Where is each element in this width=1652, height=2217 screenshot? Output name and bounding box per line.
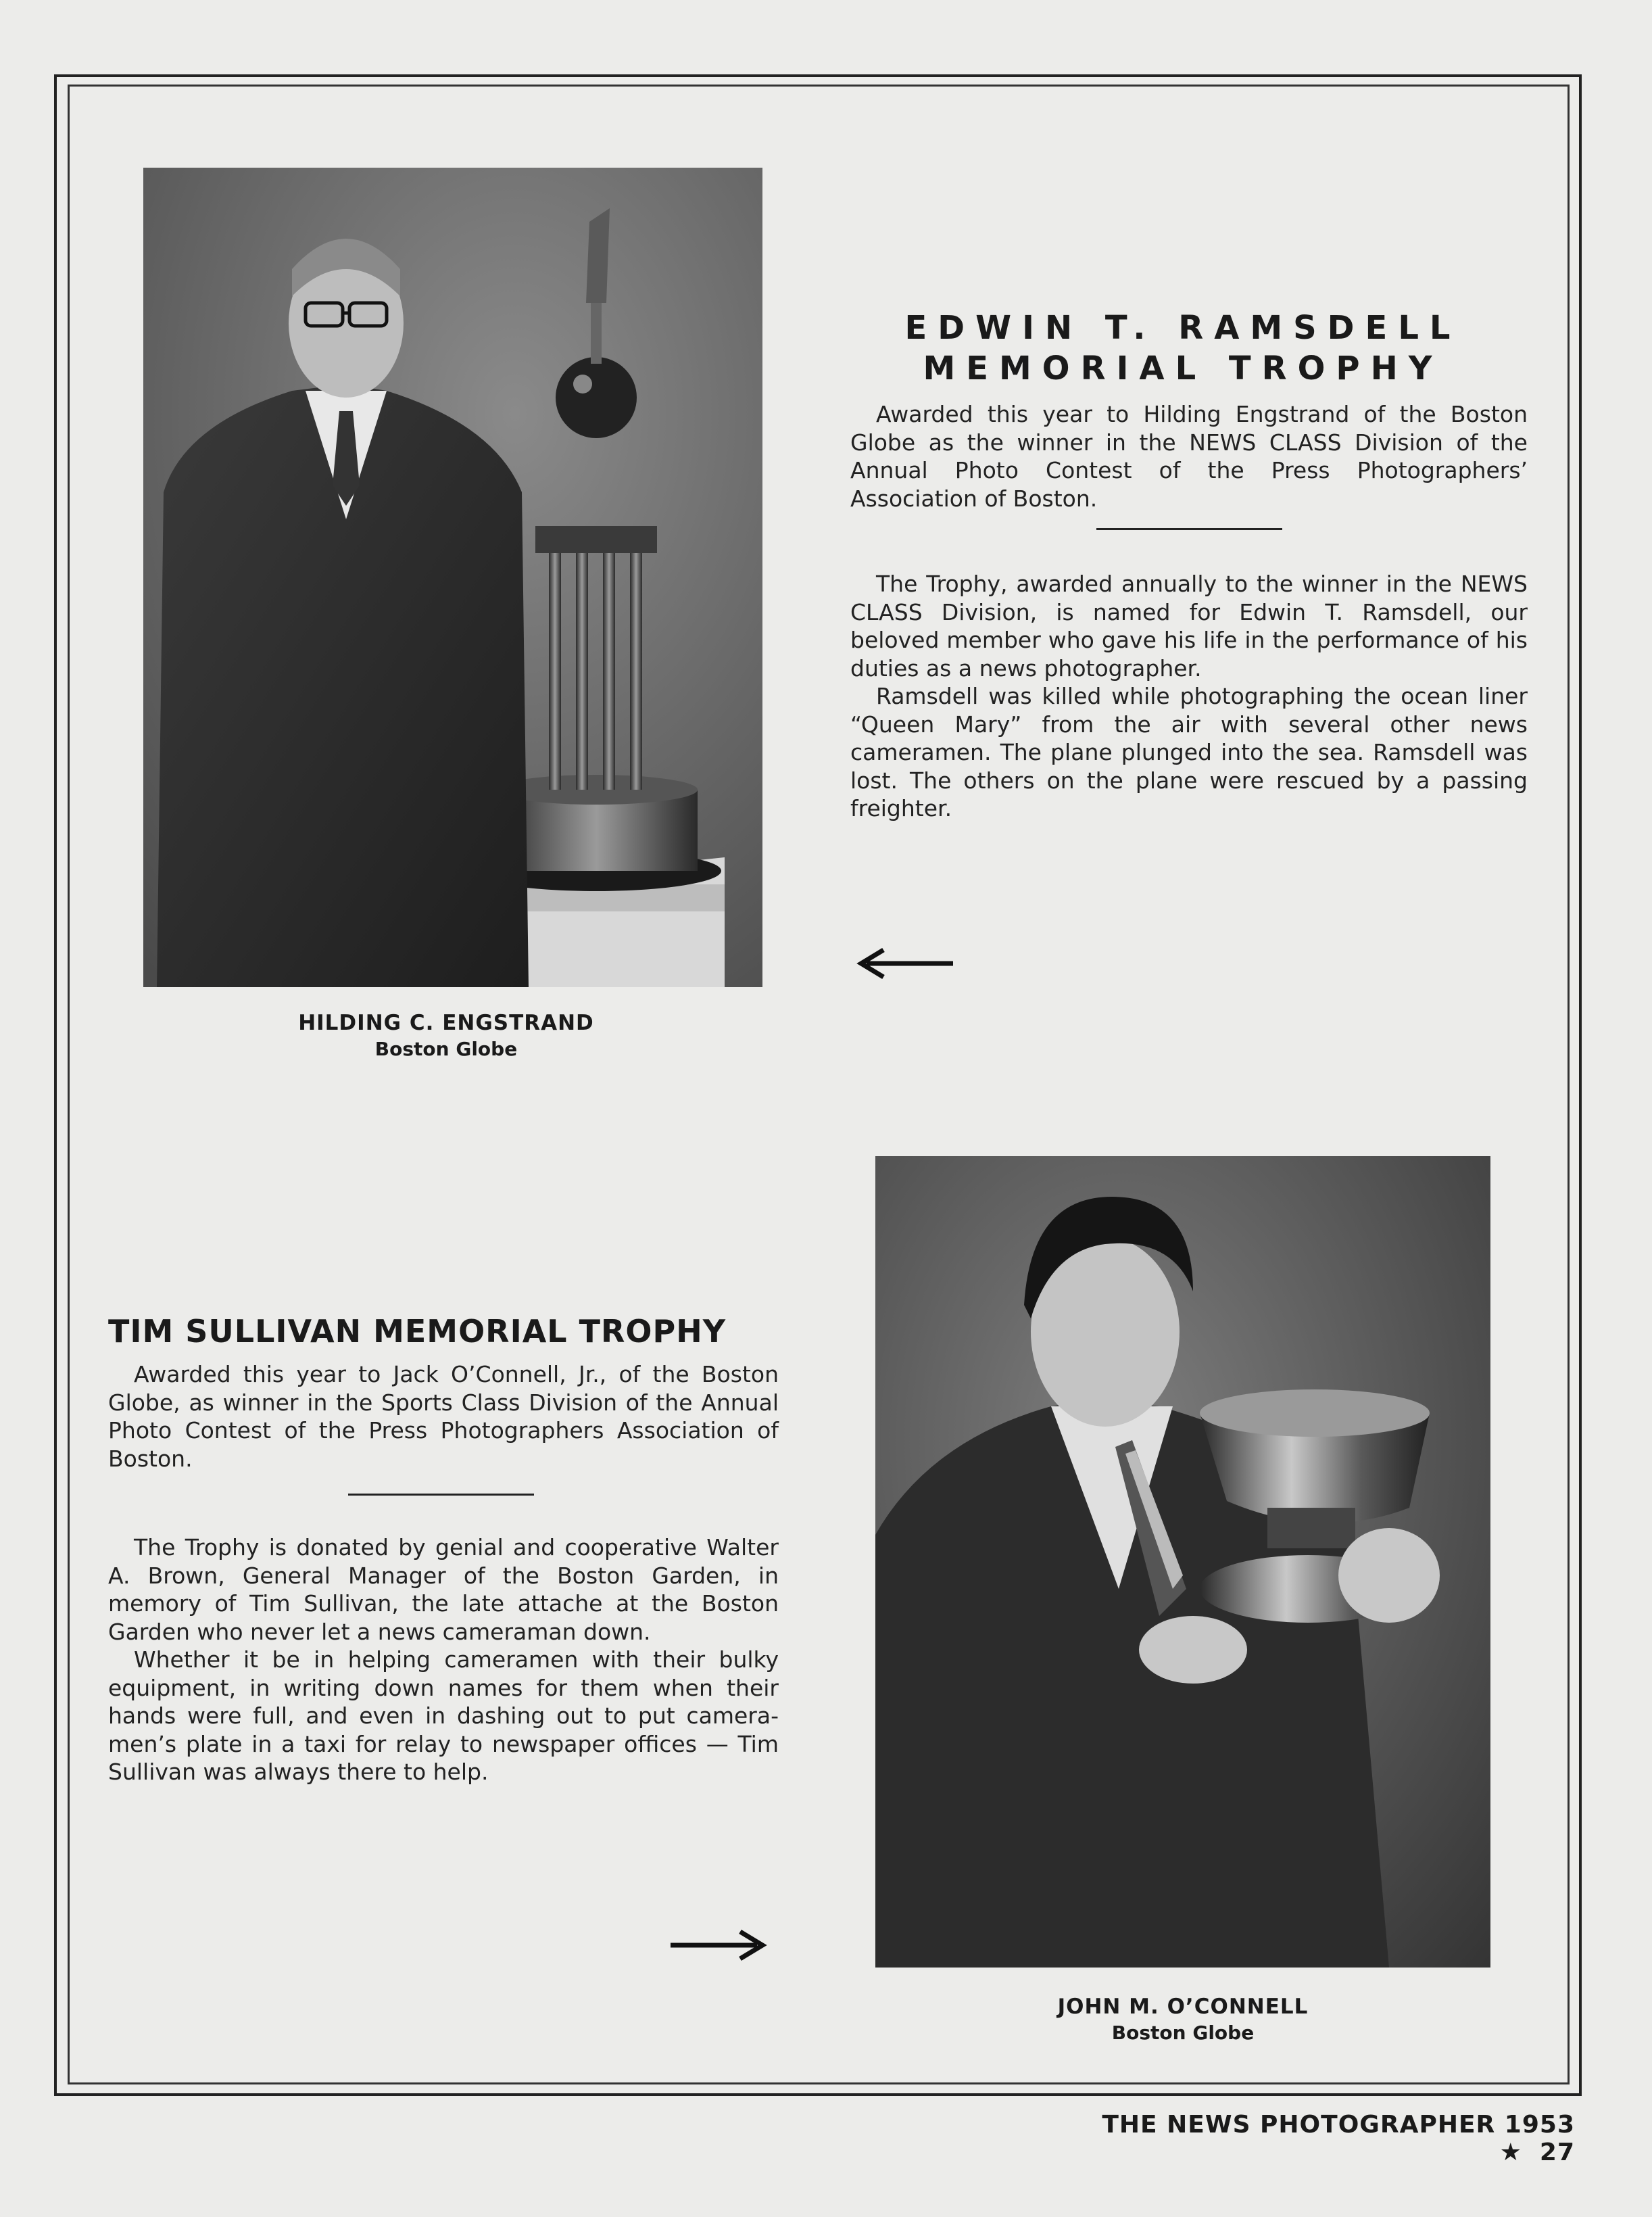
sullivan-intro-text: Awarded this year to Jack O’Connell, Jr., of the Boston Globe, as winner in the Sports Class Division of the Annual Photo Contest of the Press Photographers Association of Boston. <box>108 1361 779 1472</box>
star-icon: ★ <box>1499 2139 1522 2166</box>
ramsdell-body <box>850 570 1528 823</box>
ramsdell-intro-paragraph <box>850 400 1528 512</box>
sullivan-body <box>108 1533 779 1786</box>
oconnell-trophy-photo <box>875 1156 1490 1968</box>
ramsdell-divider <box>1096 528 1282 530</box>
sullivan-trophy-title: TIM SULLIVAN MEMORIAL TROPHY <box>108 1313 727 1350</box>
ramsdell-trophy-title <box>845 308 1521 389</box>
engstrand-name: HILDING C. ENGSTRAND <box>298 1011 594 1035</box>
engstrand-caption <box>264 1011 629 1060</box>
oconnell-name: JOHN M. O’CONNELL <box>1057 1995 1309 2019</box>
ramsdell-body-paragraph-2: Ramsdell was killed while photographing the ocean liner “Queen Mary” from the air with several other news cameramen. The plane plunged into the sea. Ramsdell was lost. The others on the plane were rescued by a passing freighter. <box>850 683 1528 821</box>
page-number: 27 <box>1539 2139 1575 2166</box>
engstrand-newspaper: Boston Globe <box>374 1038 518 1060</box>
ramsdell-body-paragraph-1: The Trophy, awarded annually to the winner in the NEWS CLASS Division, is named for Edwin T. Ramsdell, our beloved member who gave his life in the performance of his duties as a news photographer. <box>850 571 1528 682</box>
ramsdell-title-line2: MEMORIAL TROPHY <box>923 350 1443 387</box>
ramsdell-title-line1: EDWIN T. RAMSDELL <box>904 309 1461 347</box>
sullivan-intro-paragraph <box>108 1360 779 1473</box>
publication-title: THE NEWS PHOTOGRAPHER 1953 <box>1102 2111 1575 2139</box>
oconnell-newspaper: Boston Globe <box>1111 2022 1255 2044</box>
sullivan-body-paragraph-1: The Trophy is donated by genial and cooperative Walter A. Brown, General Manager of the Boston Garden, in memory of Tim Sullivan, the late attache at the Boston Garden who never let a news cameraman down. <box>108 1534 779 1645</box>
sullivan-divider <box>348 1494 534 1496</box>
engstrand-trophy-photo <box>143 168 762 987</box>
arrow-right-icon <box>669 1928 771 1962</box>
page-footer <box>1061 2111 1575 2166</box>
oconnell-caption <box>994 1995 1372 2044</box>
arrow-left-icon <box>853 947 954 980</box>
ramsdell-intro-text: Awarded this year to Hilding Engstrand of the Boston Globe as the winner in the NEWS CLASS Division of the Annual Photo Contest of the Press Photographers’ Association of Boston. <box>850 401 1528 512</box>
sullivan-body-paragraph-2: Whether it be in helping cameramen with their bulky equipment, in writing down names for them when their hands were full, and even in dashing out to put camera-men’s plate in a taxi for relay to newspaper offices — Tim Sullivan was always there to help. <box>108 1646 779 1785</box>
